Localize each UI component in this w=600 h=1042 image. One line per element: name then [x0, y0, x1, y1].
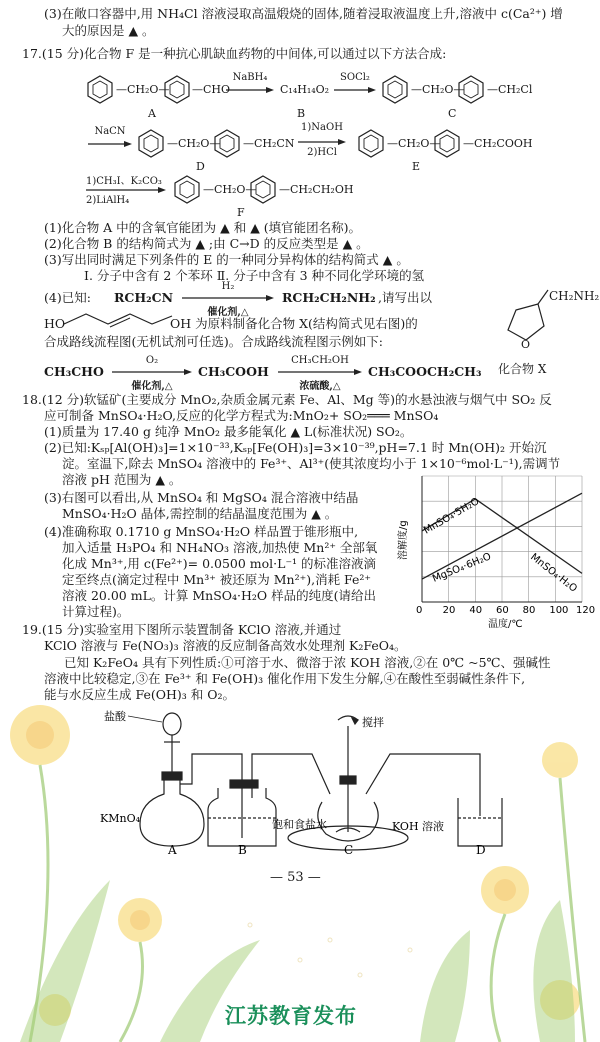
q18-heading: 18.(12 分)软锰矿(主要成分 MnO₂,杂质金属元素 Fe、Al、Mg 等)的水悬浊液与烟气中 SO₂ 反 — [22, 392, 552, 407]
benzene-ring-icon — [356, 128, 386, 158]
q17-3-conditions: Ⅰ. 分子中含有 2 个苯环 Ⅱ. 分子中含有 3 种不同化学环境的氢 — [84, 268, 425, 283]
butenediol-chain-icon — [64, 310, 174, 332]
q17-4-arrow-top: H₂ — [221, 281, 235, 292]
q18-2: (2)已知:Kₛₚ[Al(OH)₃]=1×10⁻³³,Kₛₚ[Fe(OH)₃]=3×10⁻³⁹,pH=7.1 时 Mn(OH)₂ 开始沉 — [44, 440, 547, 455]
q17-4-intro2: ,请写出以 — [378, 290, 432, 305]
mol-d-label: D — [196, 160, 205, 173]
q18-4d: 定至终点(滴定过程中 Mn³⁺ 被还原为 Mn²⁺),消耗 Fe²⁺ — [62, 572, 372, 587]
brand-logo: 江苏教育发布 — [225, 1004, 357, 1028]
mol-a-linker: —CH₂O— — [116, 83, 170, 96]
q17-4-start-text: OH 为原料制备化合物 X(结构简式见右图)的 — [170, 316, 418, 331]
reagent-lialh4: 2)LiAlH₄ — [86, 195, 130, 206]
q18-4f: 计算过程)。 — [62, 604, 130, 619]
label-stir: 搅拌 — [362, 716, 384, 729]
q16-3-text: (3)在敞口容器中,用 NH₄Cl 溶液浸取高温煅烧的固体,随着浸取液温度上升,溶液中 c(Ca²⁺) 增 — [44, 6, 563, 21]
compound-x-oxygen: O — [521, 338, 531, 351]
example-arrow2-bottom: 浓硫酸,△ — [299, 381, 341, 392]
q17-1: (1)化合物 A 中的含氧官能团为 ▲ 和 ▲ (填官能团名称)。 — [44, 220, 362, 235]
example-step2: CH₃COOH — [198, 364, 269, 379]
mol-e-group: —CH₂COOH — [463, 137, 533, 150]
label-a: A — [168, 843, 177, 857]
q18-4: (4)准确称取 0.1710 g MnSO₄·H₂O 样品置于锥形瓶中, — [44, 524, 359, 539]
x-tick-label: 80 — [522, 605, 536, 616]
benzene-ring-icon — [212, 128, 242, 158]
benzene-ring-icon — [162, 74, 192, 104]
mol-e-label: E — [412, 160, 421, 173]
q18-2b: 淀。室温下,除去 MnSO₄ 溶液中的 Fe³⁺、Al³⁺(使其浓度均小于 1×10⁻⁶mol·L⁻¹),需调节 — [62, 456, 561, 471]
label-hcl: 盐酸 — [104, 710, 126, 723]
series-label-mnso4-5h2o: MnSO₄·5H₂O — [422, 496, 482, 537]
q18-3b: MnSO₄·H₂O 晶体,需控制的结晶温度范围为 ▲ 。 — [62, 506, 338, 521]
reagent-nacn: NaCN — [94, 126, 126, 137]
mol-c-linker: —CH₂O— — [411, 83, 465, 96]
q19-heading: 19.(15 分)实验室用下图所示装置制备 KClO 溶液,并通过 — [22, 622, 342, 637]
q17-2: (2)化合物 B 的结构简式为 ▲ ;由 C→D 的反应类型是 ▲ 。 — [44, 236, 369, 251]
label-c: C — [344, 843, 354, 857]
q17-4-product: RCH₂CH₂NH₂ — [282, 290, 376, 305]
page-number: — 53 — — [270, 870, 321, 885]
reagent-nabh4: NaBH₄ — [232, 72, 268, 83]
benzene-ring-icon — [456, 74, 486, 104]
q18-3: (3)右图可以看出,从 MnSO₄ 和 MgSO₄ 混合溶液中结晶 — [44, 490, 359, 505]
mol-f-group: —CH₂CH₂OH — [279, 183, 354, 196]
label-koh: KOH 溶液 — [392, 820, 445, 833]
mol-a-label: A — [148, 107, 156, 120]
benzene-ring-icon — [136, 128, 166, 158]
label-d: D — [476, 843, 486, 857]
q19-heading2: KClO 溶液与 Fe(NO₃)₃ 溶液的反应制备高效水处理剂 K₂FeO₄。 — [44, 638, 407, 653]
x-tick-label: 100 — [549, 605, 569, 616]
reaction-arrow-icon — [88, 140, 132, 148]
reaction-arrow-icon — [298, 138, 346, 146]
q17-4-arrow-bottom: 催化剂,△ — [207, 307, 249, 318]
compound-x-label: 化合物 X — [498, 362, 547, 376]
mol-f-label: F — [237, 206, 245, 219]
example-arrow2-top: CH₃CH₂OH — [291, 355, 349, 366]
label-kmno4: KMnO₄ — [100, 812, 140, 825]
mol-e-linker: —CH₂O— — [387, 137, 441, 150]
x-tick-label: 40 — [469, 605, 483, 616]
benzene-ring-icon — [248, 174, 278, 204]
q18-4c: 化成 Mn³⁺,用 c(Fe²⁺)= 0.0500 mol·L⁻¹ 的标准溶液滴 — [62, 556, 377, 571]
q18-1: (1)质量为 17.40 g 纯净 MnO₂ 最多能氧化 ▲ L(标准状况) SO₂。 — [44, 424, 413, 439]
mol-a-group: —CHO — [192, 83, 231, 96]
x-tick-label: 60 — [496, 605, 509, 616]
q19-p1: 已知 K₂FeO₄ 具有下列性质:①可溶于水、微溶于浓 KOH 溶液,②在 0℃ ~5℃、强碱性 — [64, 655, 551, 670]
reaction-arrow-icon — [182, 294, 274, 302]
label-brine: 饱和食盐水 — [272, 818, 327, 831]
q18-4b: 加入适量 H₃PO₄ 和 NH₄NO₃ 溶液,加热使 Mn²⁺ 全部氧 — [62, 540, 378, 555]
series-label-mnso4-h2o: MnSO₄·H₂O — [528, 551, 579, 595]
series-label-mgso4-6h2o: MgSO₄·6H₂O — [431, 551, 493, 585]
reagent-naoh: 1)NaOH — [301, 122, 343, 133]
x-axis-label: 温度/℃ — [488, 619, 523, 630]
compound-x-group: CH₂NH₂ — [549, 289, 600, 303]
benzene-ring-icon — [380, 74, 410, 104]
reaction-arrow-icon — [112, 368, 192, 376]
mol-f-linker: —CH₂O— — [203, 183, 257, 196]
q17-4-instruction: 合成路线流程图(无机试剂可任选)。合成路线流程图示例如下: — [44, 334, 383, 349]
q17-4-intro: (4)已知: — [44, 290, 91, 305]
q18-4e: 溶液 20.00 mL。计算 MnSO₄·H₂O 样品的纯度(请给出 — [62, 588, 377, 603]
chart-ticks — [416, 605, 595, 616]
mol-b-formula: C₁₄H₁₄O₂ — [280, 83, 330, 96]
q19-p2: 溶液中比较稳定,③在 Fe³⁺ 和 Fe(OH)₃ 催化作用下发生分解,④在酸性至弱碱性条件下, — [44, 671, 526, 686]
q19-p3: 能与水反应生成 Fe(OH)₃ 和 O₂。 — [44, 687, 235, 702]
y-axis-label: 溶解度/g — [398, 520, 409, 560]
example-arrow1-top: O₂ — [145, 355, 159, 366]
reagent-socl2: SOCl₂ — [340, 72, 370, 83]
x-tick-label: 20 — [442, 605, 456, 616]
mol-c-label: C — [448, 107, 457, 120]
example-step3: CH₃COOCH₂CH₃ — [368, 364, 482, 379]
mol-c-group: —CH₂Cl — [487, 83, 533, 96]
example-arrow1-bottom: 催化剂,△ — [131, 381, 173, 392]
q18-heading2: 应可制备 MnSO₄·H₂O,反应的化学方程式为:MnO₂+ SO₂═══ MnSO₄ — [44, 408, 439, 423]
q17-3: (3)写出同时满足下列条件的 E 的一种同分异构体的结构简式 ▲ 。 — [44, 252, 409, 267]
benzene-ring-icon — [432, 128, 462, 158]
reaction-arrow-icon — [334, 86, 376, 94]
reagent-ch3i: 1)CH₃I、K₂CO₃ — [86, 176, 162, 187]
reaction-arrow-icon — [226, 86, 274, 94]
q16-3-text2: 大的原因是 ▲ 。 — [62, 23, 155, 38]
x-tick-label: 0 — [416, 605, 423, 616]
q17-4-reactant: RCH₂CN — [114, 290, 173, 305]
lab-apparatus-diagram — [100, 706, 520, 856]
q17-4-start-ho: HO — [44, 316, 66, 331]
reagent-hcl: 2)HCl — [307, 147, 337, 158]
benzene-ring-icon — [172, 174, 202, 204]
q17-heading: 17.(15 分)化合物 F 是一种抗心肌缺血药物的中间体,可以通过以下方法合成: — [22, 46, 447, 61]
q18-2c: 溶液 pH 范围为 ▲ 。 — [62, 472, 182, 487]
benzene-ring-icon — [85, 74, 115, 104]
x-tick-label: 120 — [576, 605, 596, 616]
label-b: B — [238, 843, 247, 857]
solubility-chart — [392, 470, 596, 630]
mol-d-linker: —CH₂O— — [167, 137, 221, 150]
reaction-arrow-icon — [86, 186, 166, 194]
reaction-arrow-icon — [278, 368, 362, 376]
mol-d-group: —CH₂CN — [243, 137, 295, 150]
example-step1: CH₃CHO — [44, 364, 104, 379]
mol-b-label: B — [297, 107, 306, 120]
